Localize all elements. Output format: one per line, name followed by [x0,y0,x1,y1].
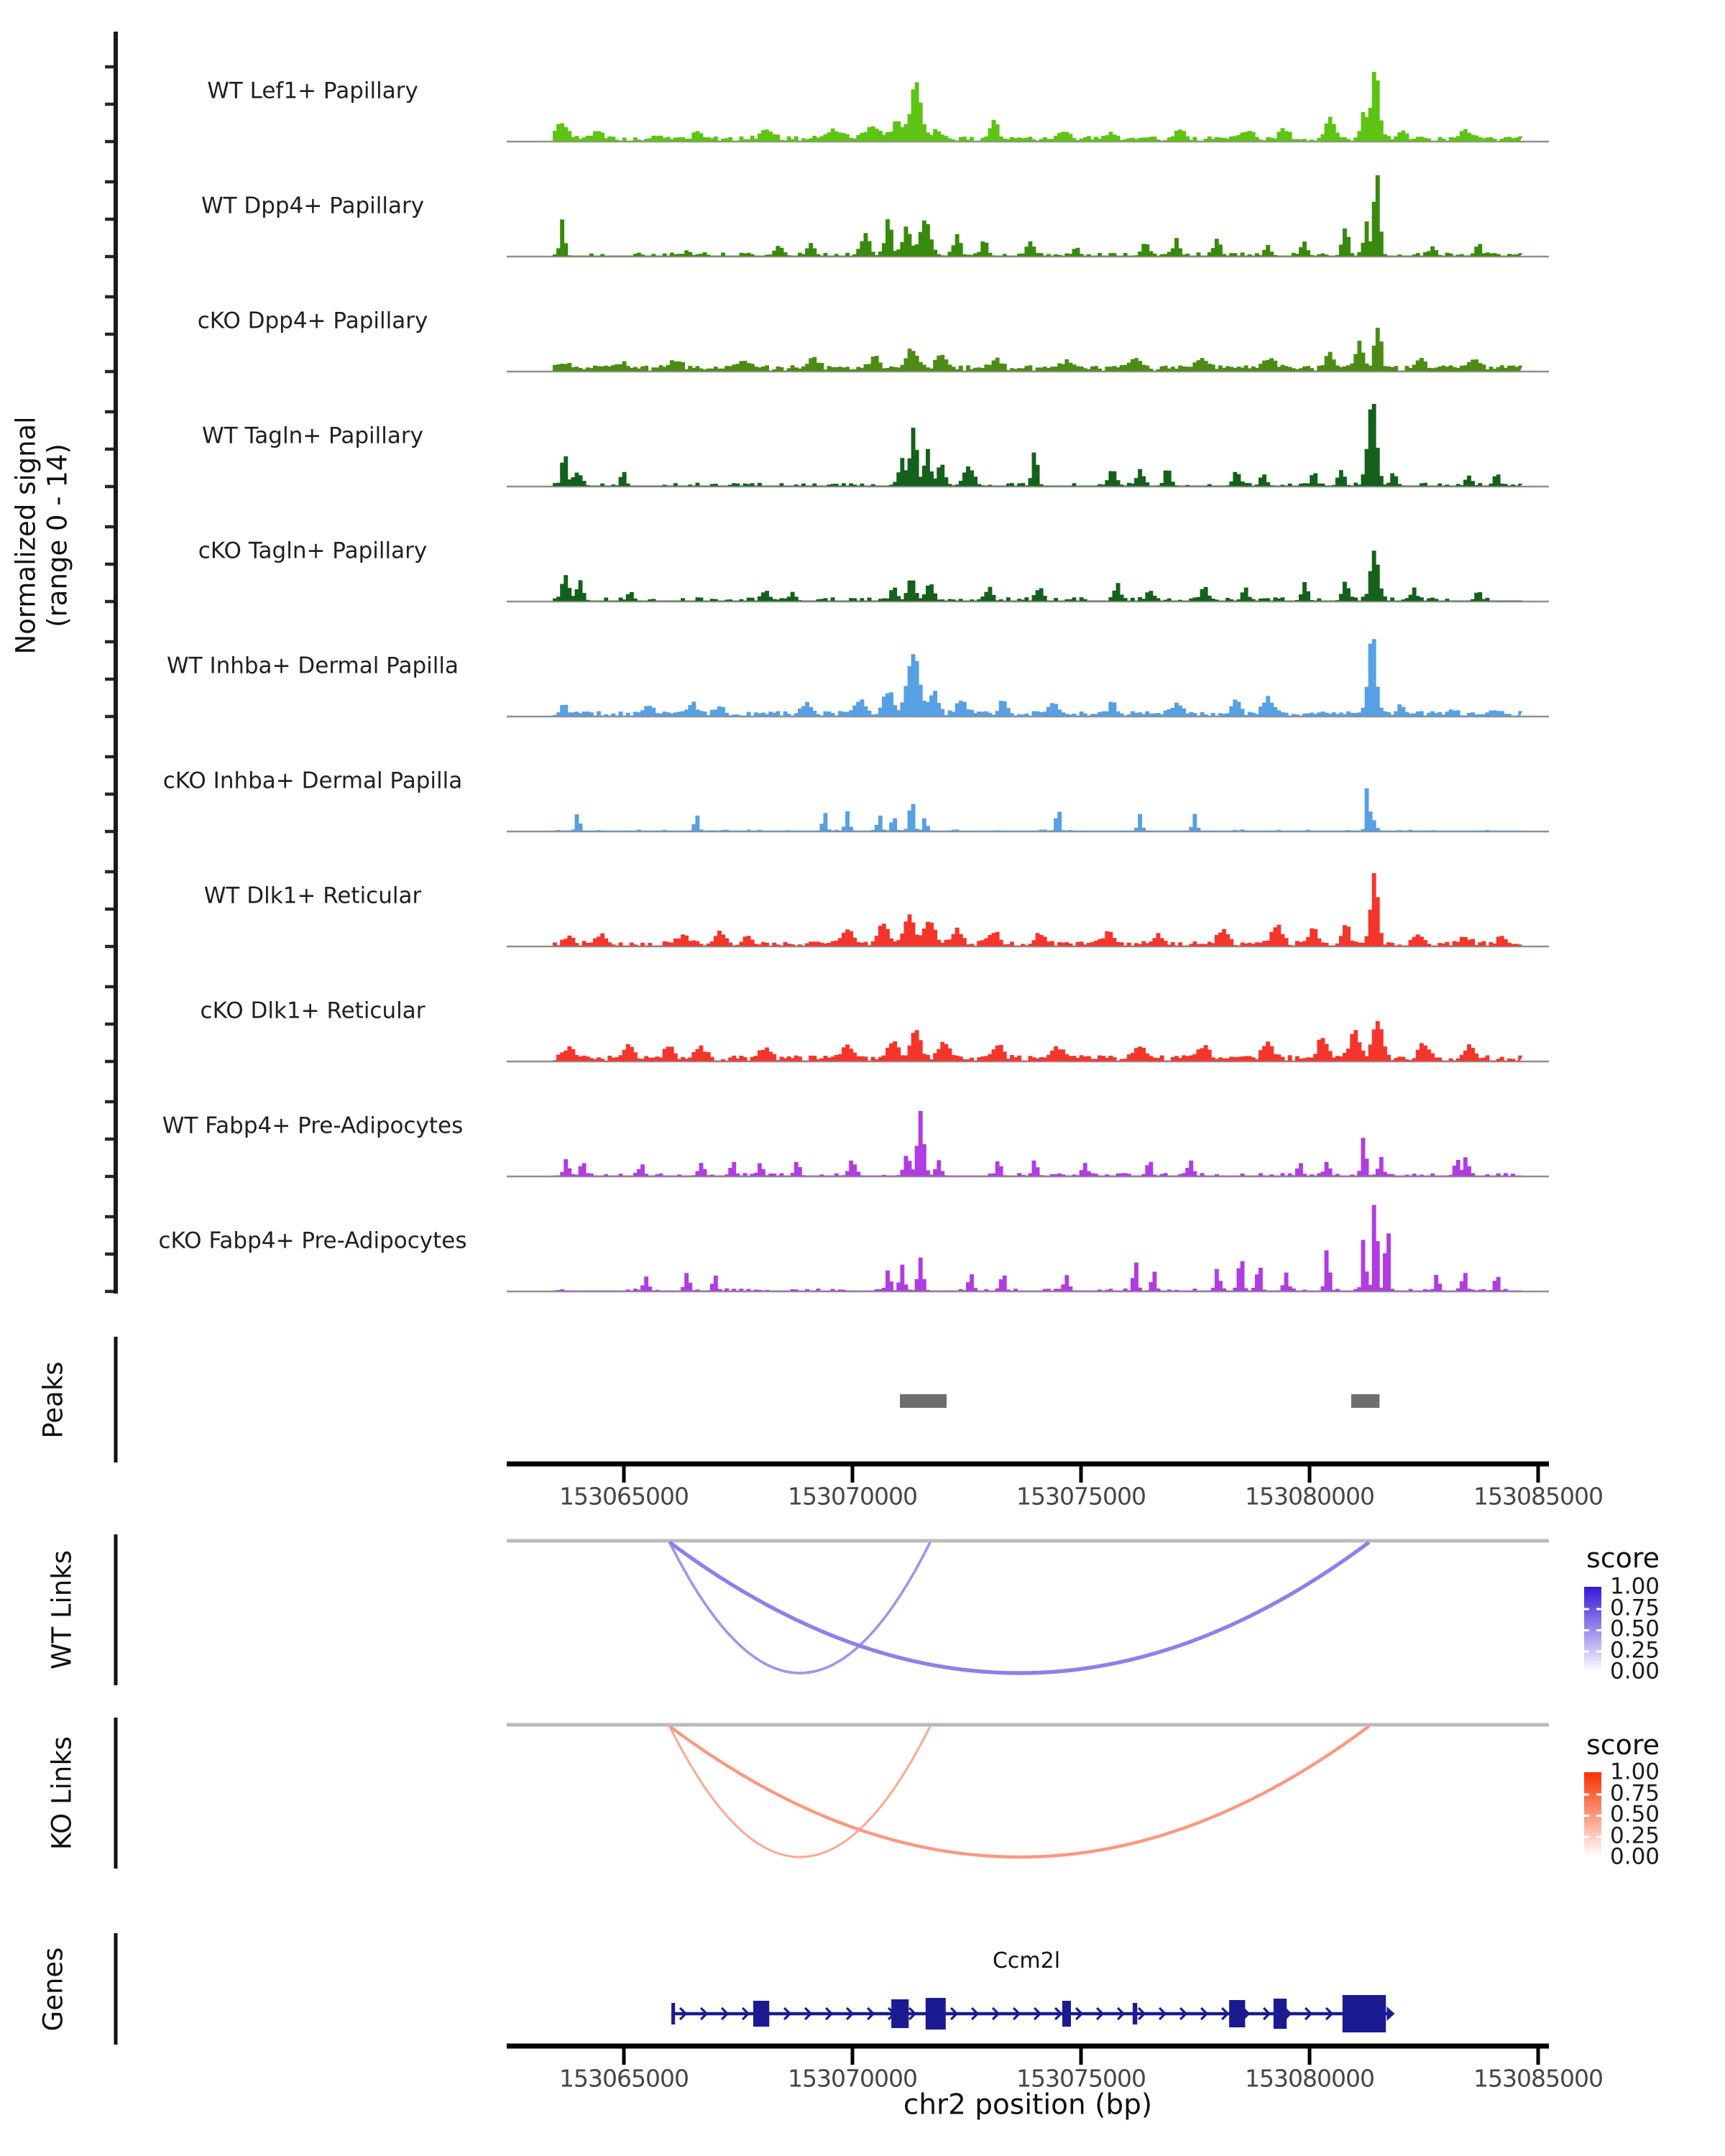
track-label: cKO Fabp4+ Pre-Adipocytes [158,1227,467,1254]
track-label: cKO Dpp4+ Papillary [197,308,428,334]
x-tick-label-top: 153080000 [1245,1482,1374,1511]
x-tick-label-bottom: 153080000 [1245,2064,1374,2093]
score-legend-tick-label: 1.00 [1610,1573,1660,1600]
genes-side-label: Genes [37,1947,69,2032]
score-legend-tick-label: 0.75 [1610,1780,1660,1806]
x-tick-label-top: 153075000 [1016,1482,1146,1511]
x-tick-label-top: 153070000 [788,1482,917,1511]
x-axis-title: chr2 position (bp) [903,2088,1153,2122]
wt-score-legend-title: score [1586,1542,1660,1574]
y-axis-title-line1: Normalized signal [10,416,42,655]
track-label: WT Fabp4+ Pre-Adipocytes [162,1112,464,1139]
x-tick-label-bottom: 153075000 [1016,2064,1146,2093]
track-label: WT Dlk1+ Reticular [203,883,422,909]
x-tick-label-bottom: 153070000 [788,2064,917,2093]
x-tick-label-top: 153085000 [1473,1482,1603,1511]
score-legend-tick-label: 1.00 [1610,1759,1660,1785]
score-legend-tick-label: 0.25 [1610,1823,1660,1848]
score-legend-tick-label: 0.00 [1610,1843,1660,1870]
peaks-side-label: Peaks [37,1361,69,1439]
wt-links-side-label: WT Links [46,1550,78,1669]
track-label: WT Inhba+ Dermal Papilla [167,653,459,679]
x-tick-label-bottom: 153065000 [559,2064,689,2093]
ko-score-legend-title: score [1586,1729,1660,1761]
track-label: cKO Inhba+ Dermal Papilla [162,768,463,794]
x-tick-label-bottom: 153085000 [1473,2064,1603,2093]
y-axis-title-line2: (range 0 - 14) [42,443,73,627]
ko-links-side-label: KO Links [46,1736,78,1851]
score-legend-tick-label: 0.25 [1610,1637,1660,1663]
score-legend-tick-label: 0.00 [1610,1658,1660,1685]
track-label: WT Lef1+ Papillary [207,78,418,104]
track-label: cKO Dlk1+ Reticular [200,998,426,1024]
track-label: WT Dpp4+ Papillary [201,193,425,219]
score-legend-tick-label: 0.50 [1610,1801,1660,1828]
track-label: WT Tagln+ Papillary [202,423,423,449]
gene-name-label: Ccm2l [992,1948,1061,1973]
track-label: cKO Tagln+ Papillary [198,538,428,564]
x-tick-label-top: 153065000 [559,1482,689,1511]
score-legend-tick-label: 0.75 [1610,1595,1660,1621]
score-legend-tick-label: 0.50 [1610,1616,1660,1642]
